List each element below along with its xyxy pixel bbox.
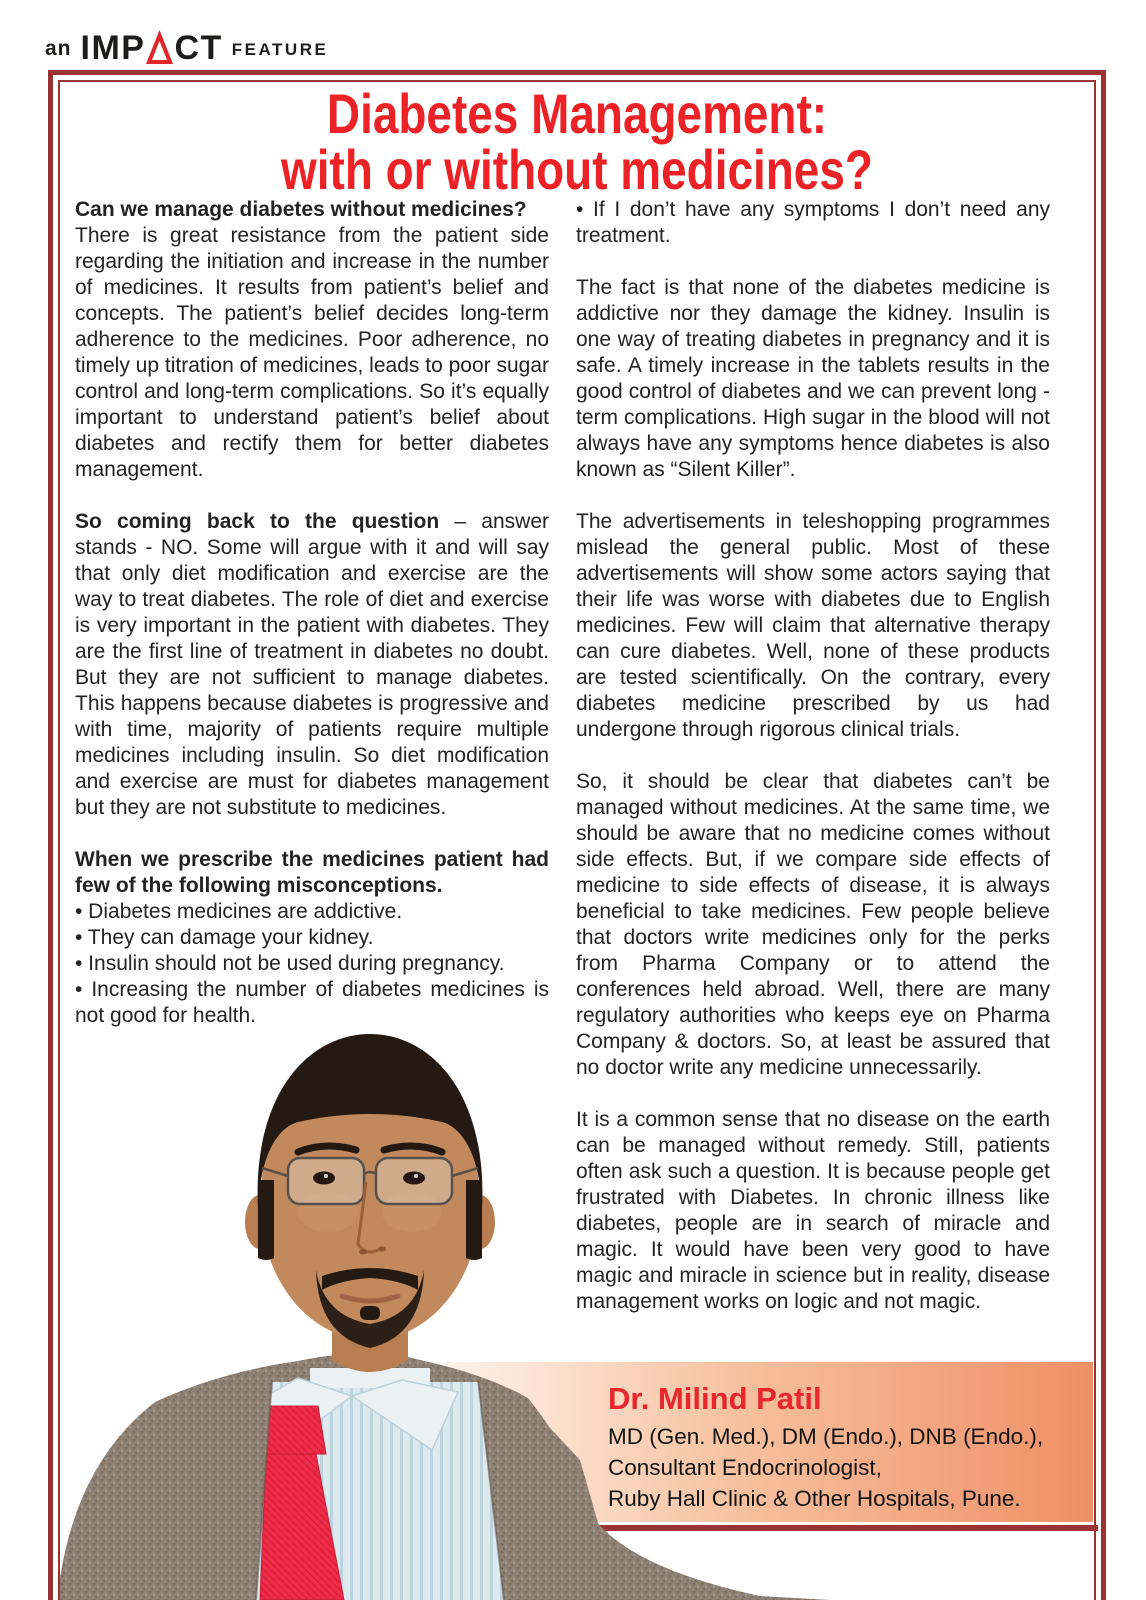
bullet-item: • Diabetes medicines are addictive.	[75, 900, 403, 923]
logo-impact-left: IMP	[80, 29, 146, 67]
bullet-item: • Increasing the number of diabetes medicines is not good for health.	[75, 978, 549, 1027]
doctor-designation: Consultant Endocrinologist,	[608, 1455, 882, 1480]
doctor-hospital: Ruby Hall Clinic & Other Hospitals, Pune.	[608, 1486, 1021, 1511]
paragraph	[75, 509, 549, 821]
article-column-left	[75, 197, 549, 1055]
doctor-name: Dr. Milind Patil	[608, 1381, 822, 1416]
paragraph	[75, 847, 549, 1029]
article-title-line1: Diabetes Management:	[326, 82, 828, 145]
paragraph-lead: When we prescribe the medicines patient had few of the following misconceptions.	[75, 848, 549, 897]
paragraph-lead: So coming back to the question	[75, 510, 440, 533]
bullet-item: • Insulin should not be used during pregnancy.	[75, 952, 505, 975]
paragraph: It is a common sense that no disease on the earth can be managed without remedy. Still, patients often ask such a question. It is because people get frustrated with Diabetes. In chronic illness like diabetes, people are in search of miracle and magic. It would have been very good to have magic and miracle in science but in reality, disease management works on logic and not magic.	[576, 1108, 1050, 1313]
paragraph: The advertisements in teleshopping programmes mislead the general public. Most of these advertisements will show some actors saying that their life was worse with diabetes due to English medicines. Few will claim that alternative therapy can cure diabetes. Well, none of these products are tested scientifically. On the contrary, every diabetes medicine prescribed by us had undergone through rigorous clinical trials.	[576, 510, 1050, 741]
logo-impact-right: CT	[174, 29, 223, 67]
article-title-line2: with or without medicines?	[281, 138, 873, 201]
logo-an-text: an	[45, 37, 72, 60]
paragraph: The fact is that none of the diabetes medicine is addictive nor they damage the kidney. Insulin is one way of treating diabetes in pregnancy and it is safe. A timely increase in the tablets results in the good control of diabetes and we can prevent long - term complications. High sugar in the blood will not always have any symptoms hence diabetes is also known as “Silent Killer”.	[576, 276, 1050, 481]
paragraph-body: There is great resistance from the patient side regarding the initiation and increase in the number of medicines. It results from patient’s belief and concepts. The patient’s belief decides long-term adherence to the medicines. Poor adherence, no timely up titration of medicines, leads to poor sugar control and long-term complications. So it’s equally important to understand patient’s belief about diabetes and rectify them for better diabetes management.	[75, 224, 549, 481]
article-title	[60, 82, 1094, 201]
logo-impact-text	[80, 29, 223, 67]
bullet-item: • They can damage your kidney.	[75, 926, 374, 949]
logo-feature-text: FEATURE	[231, 40, 329, 59]
paragraph: So, it should be clear that diabetes can’t be managed without medicines. At the same time, we should be aware that no medicine comes without side effects. But, if we compare side effects of medicine to side effects of disease, it is always beneficial to take medicines. Few people believe that doctors write medicines only for the perks from Pharma Company or to attend the conferences held abroad. Well, there are many regulatory authorities who keeps eye on Pharma Company & doctors. So, at least be assured that no doctor write any medicine unnecessarily.	[576, 770, 1050, 1079]
doctor-portrait-photo	[60, 1030, 830, 1600]
paragraph	[75, 197, 549, 483]
paragraph-body: – answer stands - NO. Some will argue with it and will say that only diet modification and exercise are the way to treat diabetes. The role of diet and exercise is very important in the patient with diabetes. They are the first line of treatment in diabetes no doubt. But they are not sufficient to manage diabetes. This happens because diabetes is progressive and with time, majority of patients require multiple medicines including insulin. So diet modification and exercise are must for diabetes management but they are not substitute to medicines.	[75, 510, 550, 819]
impact-feature-logo	[45, 26, 329, 67]
doctor-qualifications: MD (Gen. Med.), DM (Endo.), DNB (Endo.),	[608, 1424, 1044, 1449]
impact-triangle-icon	[146, 30, 173, 64]
paragraph: • If I don’t have any symptoms I don’t need any treatment.	[576, 198, 1050, 247]
paragraph-lead: Can we manage diabetes without medicines?	[75, 198, 527, 221]
